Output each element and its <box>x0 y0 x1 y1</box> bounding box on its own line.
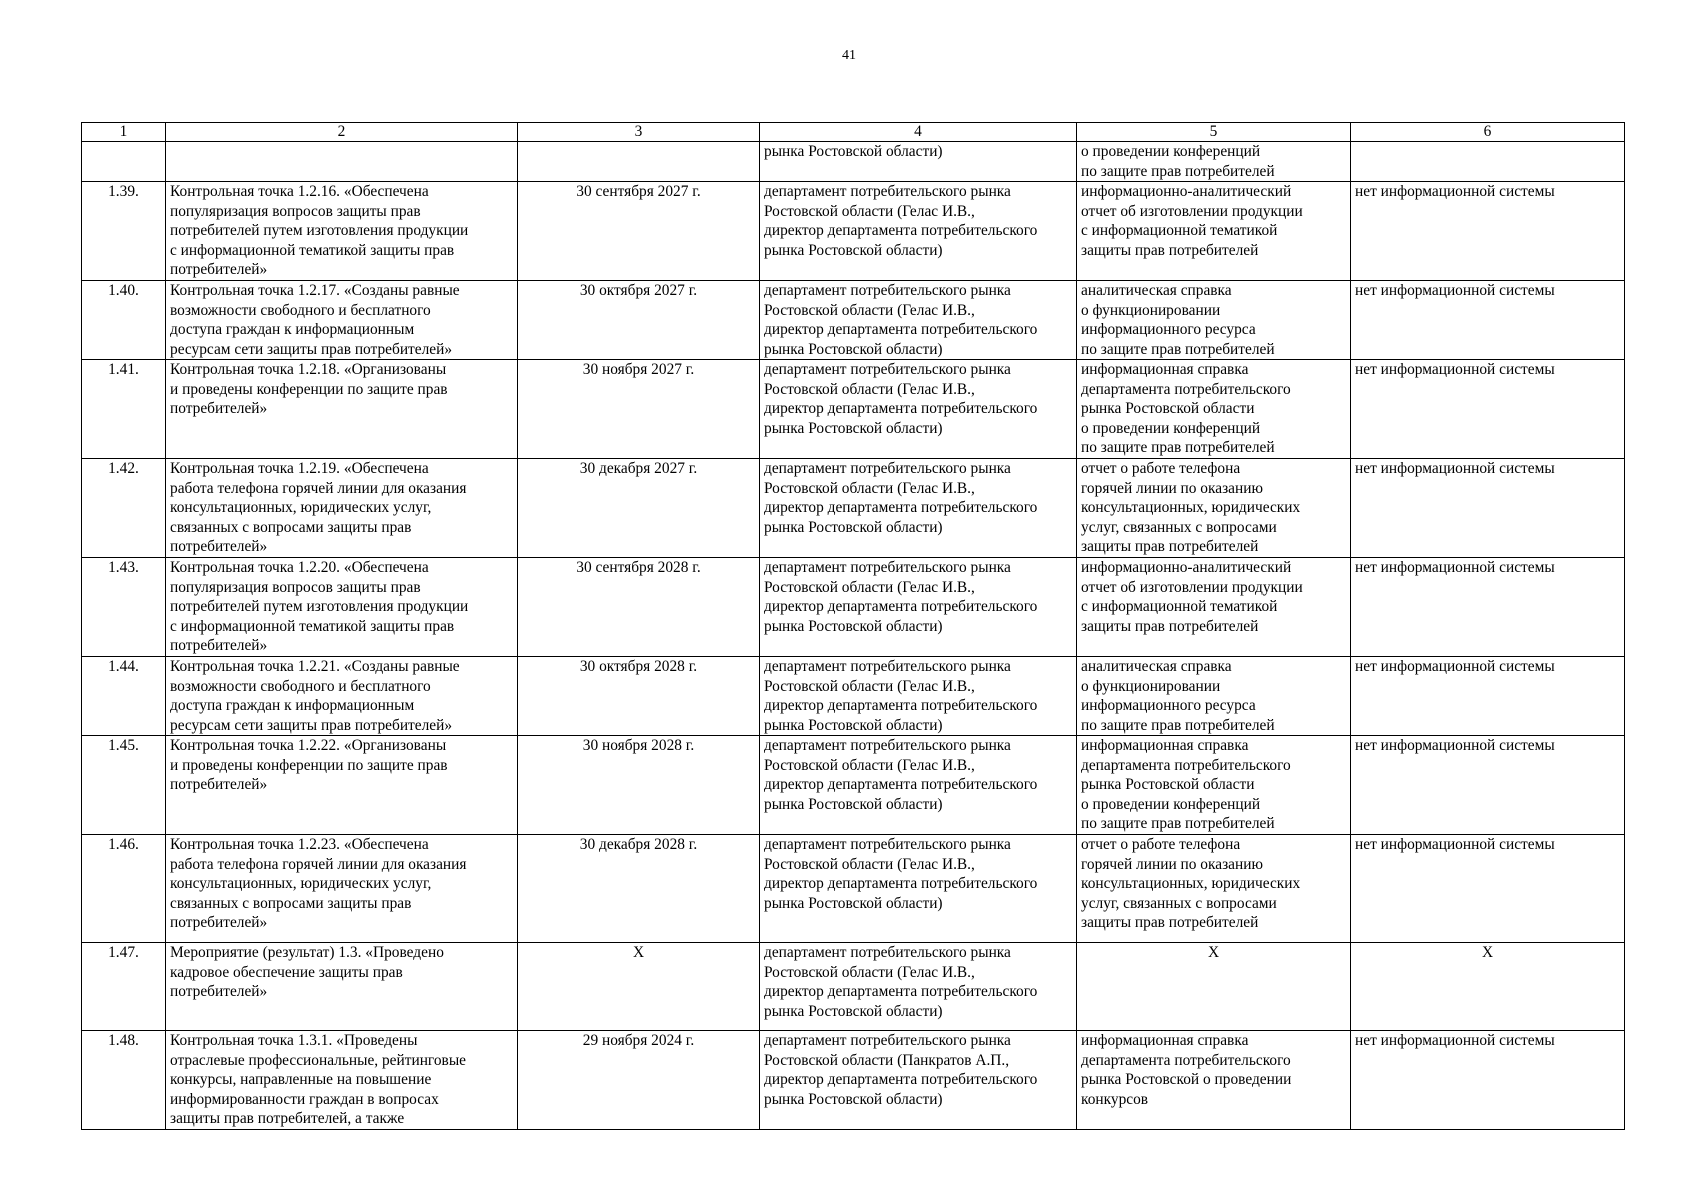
cell-information-system: X <box>1351 943 1625 1031</box>
cell-responsible <box>760 943 1077 1031</box>
cell-text-line: директор департамента потребительского <box>764 1071 1038 1088</box>
cell-document <box>1077 736 1351 835</box>
cell-document <box>1077 943 1351 1031</box>
cell-event-name <box>166 281 518 360</box>
cell-number: 1.44. <box>82 657 166 736</box>
cell-document <box>1077 1031 1351 1130</box>
cell-number: 1.42. <box>82 459 166 558</box>
cell-text-line: Ростовской области (Гелас И.В., <box>764 578 975 596</box>
cell-date: 30 ноября 2028 г. <box>518 736 760 835</box>
plan-table <box>81 122 1625 1130</box>
cell-text-line: услуг, связанных с вопросами <box>1081 894 1277 912</box>
cell-responsible <box>760 835 1077 943</box>
cell-responsible <box>760 558 1077 657</box>
table-row <box>82 558 1625 657</box>
cell-text-line: возможности свободного и бесплатного <box>170 677 431 695</box>
cell-text-line: департамент потребительского рынка <box>764 183 1011 200</box>
cell-text-line: Контрольная точка 1.2.22. «Организованы <box>170 737 447 754</box>
cell-text-line: информационно-аналитический <box>1081 559 1292 576</box>
cell-event-name <box>166 459 518 558</box>
cell-date <box>518 142 760 182</box>
cell-event-name <box>166 943 518 1031</box>
cell-text-line: Ростовской области (Панкратов А.П., <box>764 1051 1010 1069</box>
cell-text-line: рынка Ростовской области <box>1081 776 1255 793</box>
cell-date: 30 сентября 2028 г. <box>518 558 760 657</box>
cell-text-line: информационного ресурса <box>1081 697 1256 714</box>
cell-text-line: консультационных, юридических услуг, <box>170 875 432 892</box>
cell-text-line: рынка Ростовской области) <box>764 795 943 813</box>
cell-responsible <box>760 736 1077 835</box>
cell-information-system: нет информационной системы <box>1351 360 1625 459</box>
column-header-4: 4 <box>760 123 1077 142</box>
cell-document <box>1077 558 1351 657</box>
cell-text-line: рынка Ростовской области) <box>764 716 943 734</box>
cell-text-line: директор департамента потребительского <box>764 222 1038 239</box>
cell-information-system: нет информационной системы <box>1351 657 1625 736</box>
table-row <box>82 1031 1625 1130</box>
table-row <box>82 459 1625 558</box>
cell-event-name <box>166 182 518 281</box>
cell-text-line: директор департамента потребительского <box>764 875 1038 892</box>
cell-text-line: департамента потребительского <box>1081 756 1291 774</box>
cell-text-line: по защите прав потребителей <box>1081 340 1275 358</box>
cell-responsible <box>760 459 1077 558</box>
cell-text-line: и проведены конференции по защите прав <box>170 380 448 398</box>
cell-event-name <box>166 736 518 835</box>
cell-document <box>1077 459 1351 558</box>
cell-text-line: отчет об изготовлении продукции <box>1081 578 1303 596</box>
cell-text-line: потребителей» <box>170 914 268 931</box>
cell-information-system: нет информационной системы <box>1351 736 1625 835</box>
table-body <box>82 142 1625 1130</box>
cell-text-line: популяризация вопросов защиты прав <box>170 578 421 596</box>
cell-text-line: отчет о работе телефона <box>1081 836 1241 853</box>
cell-text-line: о функционировании <box>1081 677 1221 695</box>
cell-text-line: информационно-аналитический <box>1081 183 1292 200</box>
cell-date: 30 ноября 2027 г. <box>518 360 760 459</box>
cell-text-line: консультационных, юридических услуг, <box>170 499 432 516</box>
cell-text-line: Ростовской области (Гелас И.В., <box>764 479 975 497</box>
cell-text-line: Ростовской области (Гелас И.В., <box>764 756 975 774</box>
table-row <box>82 281 1625 360</box>
cell-text-line: директор департамента потребительского <box>764 400 1038 417</box>
cell-text-line: Мероприятие (результат) 1.3. «Проведено <box>170 944 444 961</box>
cell-text-line: горячей линии по оказанию <box>1081 479 1263 497</box>
cell-text-line: информированности граждан в вопросах <box>170 1090 439 1108</box>
cell-event-name <box>166 835 518 943</box>
table-row <box>82 182 1625 281</box>
cell-text-line: защиты прав потребителей <box>1081 617 1259 635</box>
cell-information-system: нет информационной системы <box>1351 281 1625 360</box>
cell-text-line: директор департамента потребительского <box>764 598 1038 615</box>
cell-text-line: связанных с вопросами защиты прав <box>170 894 412 912</box>
column-header-6: 6 <box>1351 123 1625 142</box>
cell-text-line: конкурсов <box>1081 1090 1149 1108</box>
cell-text-line: отчет о работе телефона <box>1081 460 1241 477</box>
cell-text-line: аналитическая справка <box>1081 658 1232 675</box>
cell-responsible <box>760 360 1077 459</box>
cell-text-line: информационная справка <box>1081 361 1249 378</box>
cell-text-line: департамент потребительского рынка <box>764 836 1011 853</box>
cell-text-line: связанных с вопросами защиты прав <box>170 518 412 536</box>
cell-text-line: директор департамента потребительского <box>764 499 1038 516</box>
cell-text-line: Ростовской области (Гелас И.В., <box>764 677 975 695</box>
cell-text-line: директор департамента потребительского <box>764 776 1038 793</box>
cell-text-line: департамент потребительского рынка <box>764 282 1011 299</box>
cell-date: X <box>518 943 760 1031</box>
page-number: 41 <box>842 48 856 63</box>
column-header-2: 2 <box>166 123 518 142</box>
cell-text-line: департамента потребительского <box>1081 1051 1291 1069</box>
cell-text-line: информационная справка <box>1081 1032 1249 1049</box>
cell-text-line: рынка Ростовской области) <box>764 1002 943 1020</box>
table-row <box>82 360 1625 459</box>
cell-text-line: популяризация вопросов защиты прав <box>170 202 421 220</box>
cell-text-line: Контрольная точка 1.2.16. «Обеспечена <box>170 183 429 200</box>
cell-text-line: доступа граждан к информационным <box>170 321 415 338</box>
cell-event-name <box>166 1031 518 1130</box>
cell-text-line: отчет об изготовлении продукции <box>1081 202 1303 220</box>
cell-number: 1.47. <box>82 943 166 1031</box>
cell-text-line: ресурсам сети защиты прав потребителей» <box>170 340 453 358</box>
cell-text-line: потребителей» <box>170 776 268 793</box>
cell-information-system: нет информационной системы <box>1351 182 1625 281</box>
cell-document <box>1077 835 1351 943</box>
cell-number: 1.48. <box>82 1031 166 1130</box>
cell-number: 1.46. <box>82 835 166 943</box>
cell-number: 1.45. <box>82 736 166 835</box>
cell-text-line: потребителей» <box>170 637 268 654</box>
cell-information-system: нет информационной системы <box>1351 835 1625 943</box>
cell-text-line: потребителей путем изготовления продукции <box>170 598 469 615</box>
cell-text-line: по защите прав потребителей <box>1081 716 1275 734</box>
cell-text-line: работа телефона горячей линии для оказания <box>170 479 467 497</box>
cell-text-line: Контрольная точка 1.2.20. «Обеспечена <box>170 559 429 576</box>
cell-event-name <box>166 360 518 459</box>
cell-number <box>82 142 166 182</box>
cell-text-line: горячей линии по оказанию <box>1081 855 1263 873</box>
cell-text-line: конкурсы, направленные на повышение <box>170 1071 432 1088</box>
cell-text-line: защиты прав потребителей <box>1081 538 1259 555</box>
cell-information-system: нет информационной системы <box>1351 1031 1625 1130</box>
cell-responsible <box>760 142 1077 182</box>
cell-text-line: о проведении конференций <box>1081 143 1261 160</box>
cell-information-system: нет информационной системы <box>1351 558 1625 657</box>
table-row <box>82 657 1625 736</box>
cell-document <box>1077 657 1351 736</box>
cell-document <box>1077 182 1351 281</box>
cell-text-line: доступа граждан к информационным <box>170 697 415 714</box>
cell-date: 29 ноября 2024 г. <box>518 1031 760 1130</box>
cell-text-line: департамент потребительского рынка <box>764 361 1011 378</box>
cell-text-line: аналитическая справка <box>1081 282 1232 299</box>
cell-text-line: департамент потребительского рынка <box>764 1032 1011 1049</box>
cell-information-system: нет информационной системы <box>1351 459 1625 558</box>
cell-text-line: департамент потребительского рынка <box>764 559 1011 576</box>
cell-text-line: Контрольная точка 1.2.18. «Организованы <box>170 361 447 378</box>
cell-text-line: рынка Ростовской области <box>1081 400 1255 417</box>
cell-responsible <box>760 182 1077 281</box>
cell-date: 30 октября 2027 г. <box>518 281 760 360</box>
cell-document <box>1077 360 1351 459</box>
cell-text-line: департамент потребительского рынка <box>764 460 1011 477</box>
column-header-3: 3 <box>518 123 760 142</box>
table-row <box>82 142 1625 182</box>
cell-event-name <box>166 558 518 657</box>
cell-text-line: департамента потребительского <box>1081 380 1291 398</box>
cell-text-line: информационного ресурса <box>1081 321 1256 338</box>
cell-text-line: Контрольная точка 1.2.21. «Созданы равные <box>170 658 460 675</box>
cell-text-line: Ростовской области (Гелас И.В., <box>764 380 975 398</box>
cell-text-line: Контрольная точка 1.2.17. «Созданы равные <box>170 282 460 299</box>
cell-text-line: отраслевые профессиональные, рейтинговые <box>170 1051 466 1069</box>
cell-text-line: информационная справка <box>1081 737 1249 754</box>
cell-text-line: департамент потребительского рынка <box>764 944 1011 961</box>
cell-text-line: консультационных, юридических <box>1081 499 1301 516</box>
cell-text-line: Ростовской области (Гелас И.В., <box>764 855 975 873</box>
cell-text-line: Контрольная точка 1.3.1. «Проведены <box>170 1032 418 1049</box>
cell-information-system <box>1351 142 1625 182</box>
cell-text-line: Ростовской области (Гелас И.В., <box>764 202 975 220</box>
cell-text-line: X <box>1207 944 1220 961</box>
cell-number: 1.40. <box>82 281 166 360</box>
cell-text-line: рынка Ростовской о проведении <box>1081 1071 1292 1088</box>
cell-text-line: возможности свободного и бесплатного <box>170 301 431 319</box>
cell-text-line: консультационных, юридических <box>1081 875 1301 892</box>
column-header-5: 5 <box>1077 123 1351 142</box>
cell-date: 30 октября 2028 г. <box>518 657 760 736</box>
cell-number: 1.41. <box>82 360 166 459</box>
cell-text-line: по защите прав потребителей <box>1081 162 1275 180</box>
cell-text-line: директор департамента потребительского <box>764 321 1038 338</box>
column-header-1: 1 <box>82 123 166 142</box>
cell-text-line: услуг, связанных с вопросами <box>1081 518 1277 536</box>
cell-text-line: Контрольная точка 1.2.23. «Обеспечена <box>170 836 429 853</box>
cell-date: 30 декабря 2027 г. <box>518 459 760 558</box>
cell-text-line: рынка Ростовской области) <box>764 1090 943 1108</box>
cell-text-line: потребителей» <box>170 400 268 417</box>
table-row <box>82 736 1625 835</box>
table-row <box>82 943 1625 1031</box>
cell-text-line: потребителей путем изготовления продукции <box>170 222 469 239</box>
table-row <box>82 835 1625 943</box>
cell-text-line: потребителей» <box>170 983 268 1000</box>
cell-text-line: с информационной тематикой <box>1081 598 1278 615</box>
cell-text-line: директор департамента потребительского <box>764 697 1038 714</box>
cell-text-line: потребителей» <box>170 261 268 278</box>
cell-text-line: с информационной тематикой защиты прав <box>170 241 455 259</box>
cell-text-line: о проведении конференций <box>1081 419 1261 437</box>
cell-responsible <box>760 657 1077 736</box>
cell-number: 1.43. <box>82 558 166 657</box>
cell-text-line: по защите прав потребителей <box>1081 439 1275 456</box>
cell-event-name <box>166 657 518 736</box>
cell-text-line: кадровое обеспечение защиты прав <box>170 963 403 981</box>
cell-document <box>1077 142 1351 182</box>
cell-text-line: рынка Ростовской области) <box>764 894 943 912</box>
cell-text-line: директор департамента потребительского <box>764 983 1038 1000</box>
cell-text-line: рынка Ростовской области) <box>764 340 943 358</box>
cell-text-line: рынка Ростовской области) <box>764 617 943 635</box>
cell-text-line: по защите прав потребителей <box>1081 815 1275 832</box>
cell-text-line: рынка Ростовской области) <box>764 419 943 437</box>
cell-text-line: департамент потребительского рынка <box>764 737 1011 754</box>
cell-date: 30 сентября 2027 г. <box>518 182 760 281</box>
cell-text-line: защиты прав потребителей <box>1081 914 1259 931</box>
cell-text-line: защиты прав потребителей <box>1081 241 1259 259</box>
cell-text-line: о функционировании <box>1081 301 1221 319</box>
cell-text-line: и проведены конференции по защите прав <box>170 756 448 774</box>
cell-text-line: департамент потребительского рынка <box>764 658 1011 675</box>
cell-text-line: о проведении конференций <box>1081 795 1261 813</box>
cell-text-line: ресурсам сети защиты прав потребителей» <box>170 716 453 734</box>
cell-text-line: работа телефона горячей линии для оказания <box>170 855 467 873</box>
cell-text-line: рынка Ростовской области) <box>764 518 943 536</box>
cell-text-line: с информационной тематикой защиты прав <box>170 617 455 635</box>
cell-responsible <box>760 281 1077 360</box>
cell-event-name <box>166 142 518 182</box>
cell-number: 1.39. <box>82 182 166 281</box>
cell-text-line: защиты прав потребителей, а также <box>170 1110 405 1127</box>
cell-date: 30 декабря 2028 г. <box>518 835 760 943</box>
table-header-row <box>82 123 1625 142</box>
cell-text-line: рынка Ростовской области) <box>764 143 943 160</box>
cell-text-line: Ростовской области (Гелас И.В., <box>764 301 975 319</box>
cell-text-line: Контрольная точка 1.2.19. «Обеспечена <box>170 460 429 477</box>
cell-text-line: рынка Ростовской области) <box>764 241 943 259</box>
cell-responsible <box>760 1031 1077 1130</box>
cell-text-line: с информационной тематикой <box>1081 222 1278 239</box>
cell-document <box>1077 281 1351 360</box>
cell-text-line: потребителей» <box>170 538 268 555</box>
cell-text-line: Ростовской области (Гелас И.В., <box>764 963 975 981</box>
